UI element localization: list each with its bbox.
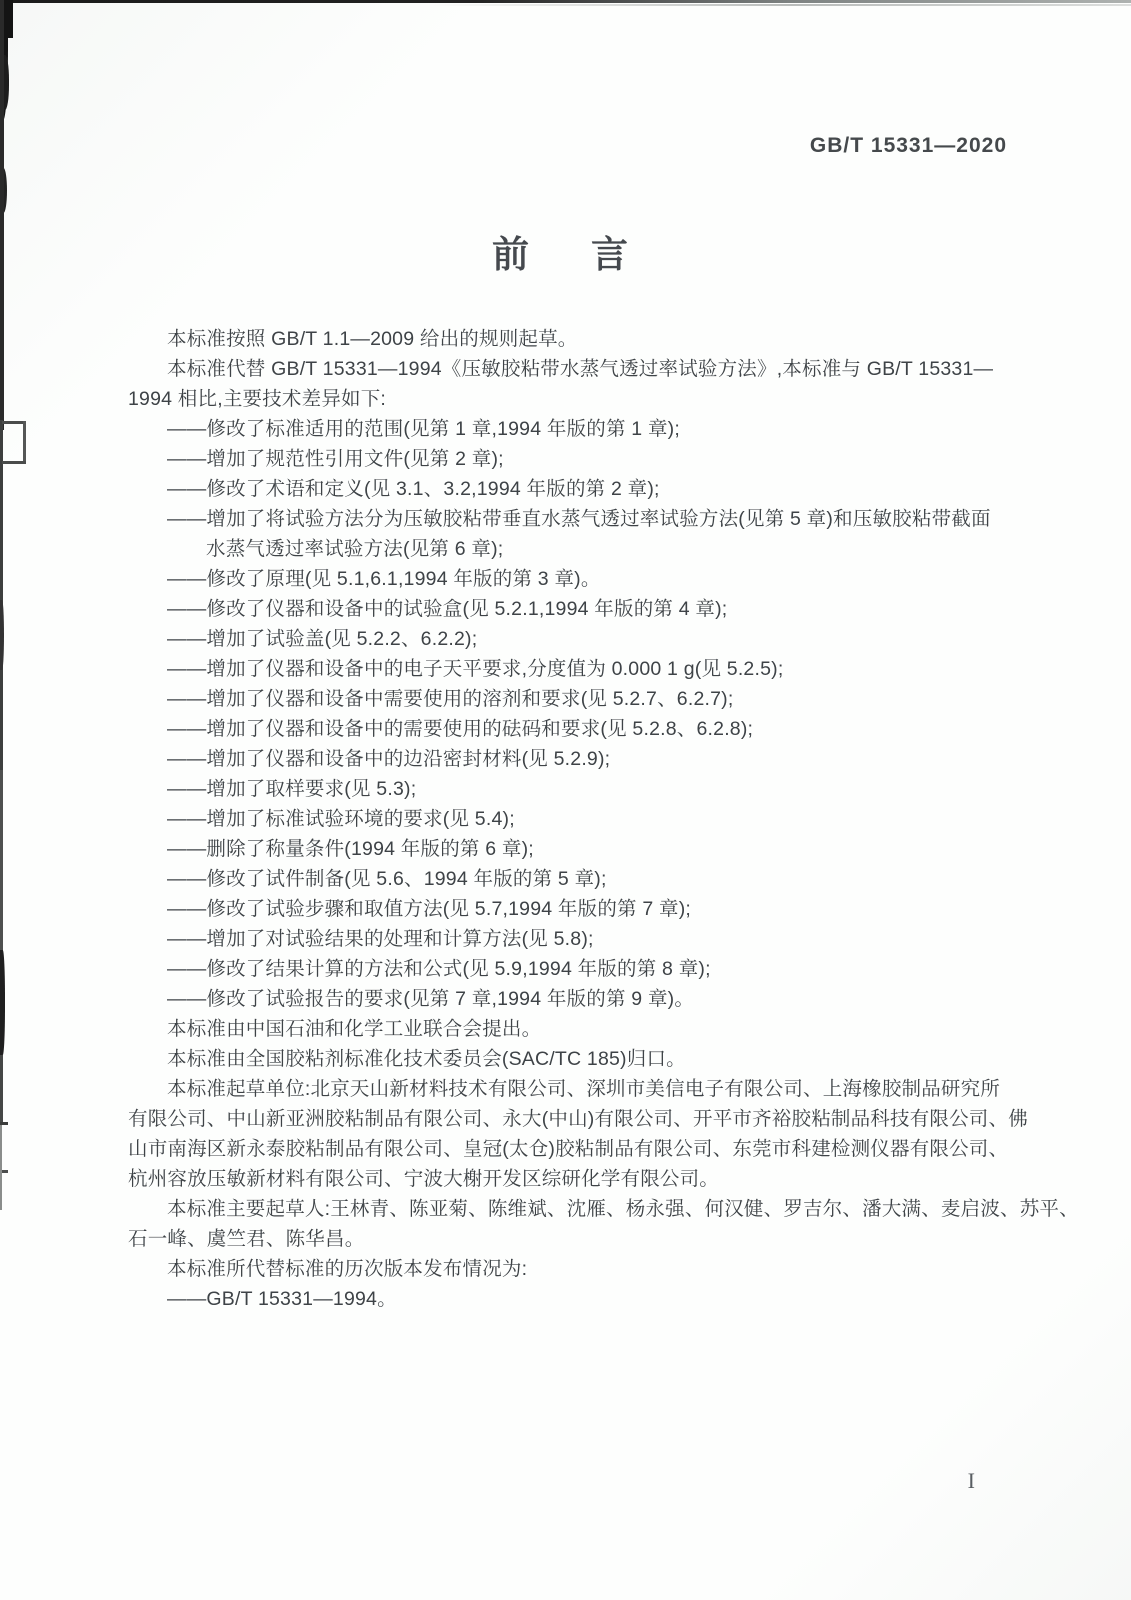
text-line: ——修改了仪器和设备中的试验盒(见 5.2.1,1994 年版的第 4 章);	[167, 598, 728, 620]
text-line: 本标准所代替标准的历次版本发布情况为:	[167, 1258, 528, 1280]
text-line: 石一峰、虞竺君、陈华昌。	[128, 1228, 365, 1250]
text-line: ——增加了仪器和设备中需要使用的溶剂和要求(见 5.2.7、6.2.7);	[167, 688, 734, 710]
text-line: ——增加了仪器和设备中的需要使用的砝码和要求(见 5.2.8、6.2.8);	[167, 718, 754, 740]
scan-artifact	[0, 420, 3, 770]
standard-number: GB/T 15331—2020	[809, 134, 1007, 157]
text-line: ——增加了试验盖(见 5.2.2、6.2.2);	[167, 628, 478, 650]
text-line: ——增加了仪器和设备中的电子天平要求,分度值为 0.000 1 g(见 5.2.5);	[167, 658, 784, 680]
text-line: 山市南海区新永泰胶粘制品有限公司、皇冠(太仓)胶粘制品有限公司、东莞市科建检测仪器有限公司、	[128, 1138, 1009, 1160]
scan-artifact	[0, 1055, 3, 1125]
text-line: 本标准代替 GB/T 15331—1994《压敏胶粘带水蒸气透过率试验方法》,本标准与 GB/T 15331—	[167, 358, 994, 380]
scan-artifact	[23, 421, 26, 464]
text-line: 本标准由全国胶粘剂标准化技术委员会(SAC/TC 185)归口。	[167, 1048, 686, 1070]
scan-top-edge-artifact	[0, 4, 1131, 6]
text-line: 本标准主要起草人:王林青、陈亚菊、陈维斌、沈雁、杨永强、何汉健、罗吉尔、潘大满、麦启波、苏平、	[167, 1198, 1079, 1220]
text-line: ——增加了标准试验环境的要求(见 5.4);	[167, 808, 515, 830]
text-line: 本标准由中国石油和化学工业联合会提出。	[167, 1018, 542, 1040]
text-line: 杭州容放压敏新材料有限公司、宁波大榭开发区综研化学有限公司。	[128, 1168, 720, 1190]
foreword-title	[128, 224, 992, 278]
text-line: ——修改了标准适用的范围(见第 1 章,1994 年版的第 1 章);	[167, 418, 680, 440]
page-number: I	[967, 1468, 975, 1493]
foreword-title-char: 言	[591, 234, 628, 275]
foreword-body	[128, 324, 1079, 1314]
text-line: 水蒸气透过率试验方法(见第 6 章);	[206, 538, 504, 560]
scan-top-edge-artifact	[0, 0, 1131, 3]
text-line: ——修改了试验报告的要求(见第 7 章,1994 年版的第 9 章)。	[167, 988, 695, 1010]
foreword-title-char: 前	[492, 234, 529, 275]
text-line: 本标准按照 GB/T 1.1—2009 给出的规则起草。	[167, 328, 578, 350]
text-line: ——增加了取样要求(见 5.3);	[167, 778, 417, 800]
scan-artifact	[2, 461, 26, 464]
text-line: ——修改了结果计算的方法和公式(见 5.9,1994 年版的第 8 章);	[167, 958, 711, 980]
text-line: ——增加了对试验结果的处理和计算方法(见 5.8);	[167, 928, 594, 950]
scan-artifact	[0, 950, 5, 1055]
text-line: ——增加了规范性引用文件(见第 2 章);	[167, 448, 504, 470]
text-line: ——修改了试件制备(见 5.6、1994 年版的第 5 章);	[167, 868, 607, 890]
text-line: ——修改了术语和定义(见 3.1、3.2,1994 年版的第 2 章);	[167, 478, 660, 500]
text-line: ——增加了将试验方法分为压敏胶粘带垂直水蒸气透过率试验方法(见第 5 章)和压敏胶粘带截面	[167, 508, 991, 530]
text-line: ——GB/T 15331—1994。	[167, 1288, 397, 1310]
text-line: 有限公司、中山新亚洲胶粘制品有限公司、永大(中山)有限公司、开平市齐裕胶粘制品科技有限公司、佛	[128, 1108, 1028, 1130]
text-line: ——修改了试验步骤和取值方法(见 5.7,1994 年版的第 7 章);	[167, 898, 692, 920]
text-line: ——修改了原理(见 5.1,6.1,1994 年版的第 3 章)。	[167, 568, 601, 590]
text-line: 本标准起草单位:北京天山新材料技术有限公司、深圳市美信电子有限公司、上海橡胶制品研究所	[167, 1078, 1001, 1100]
text-line: ——增加了仪器和设备中的边沿密封材料(见 5.2.9);	[167, 748, 611, 770]
text-line: ——删除了称量条件(1994 年版的第 6 章);	[167, 838, 534, 860]
scan-artifact	[0, 1125, 2, 1210]
scan-artifact	[0, 0, 4, 430]
scan-artifact	[0, 770, 3, 980]
scan-artifact	[0, 600, 4, 670]
text-line: 1994 相比,主要技术差异如下:	[128, 388, 387, 410]
